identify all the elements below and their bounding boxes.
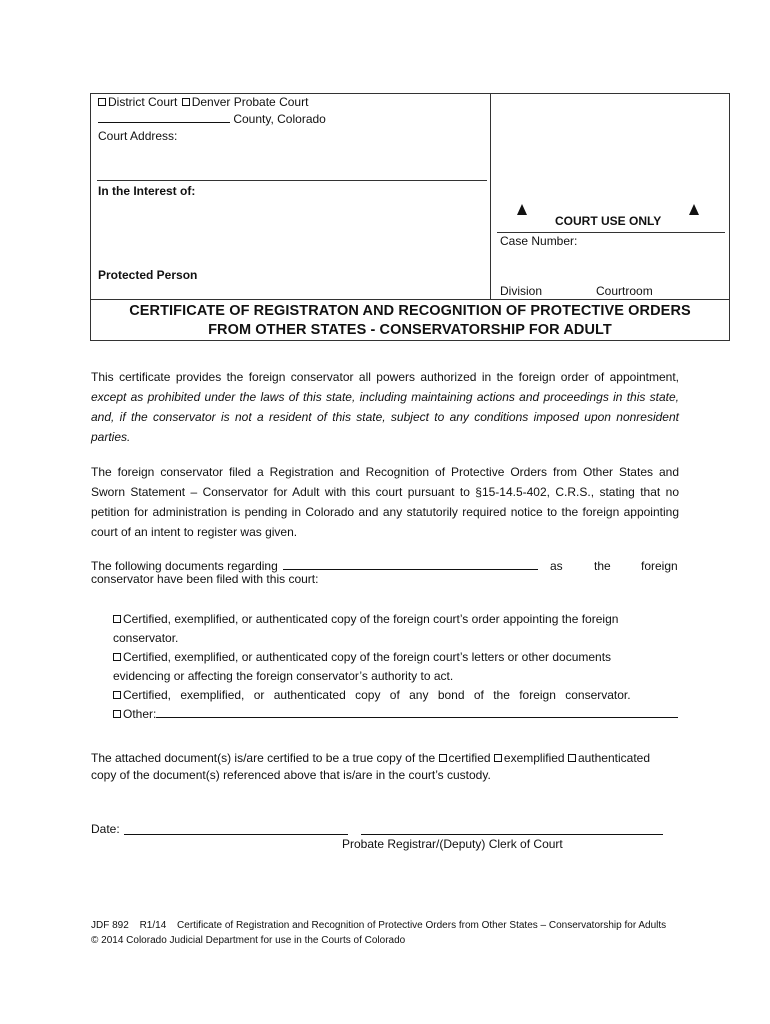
authenticated-checkbox[interactable] — [568, 754, 576, 762]
title-line-2: FROM OTHER STATES - CONSERVATORSHIP FOR ADULT — [208, 322, 612, 338]
order-text: Certified, exemplified, or authenticated copy of the foreign court’s order appointing the foreign — [123, 612, 619, 626]
bond-checkbox[interactable] — [113, 691, 121, 699]
form-footer — [91, 920, 666, 931]
checklist-item-letters — [113, 648, 679, 667]
documents-lead: The following documents regarding — [91, 559, 278, 573]
documents-as: as — [550, 559, 563, 573]
in-interest-label: In the Interest of: — [98, 184, 196, 198]
courtroom-label: Courtroom — [596, 284, 653, 298]
other-checkbox[interactable] — [113, 710, 121, 718]
district-court-label: District Court — [108, 95, 178, 109]
court-use-only-label: COURT USE ONLY — [555, 214, 662, 228]
arrow-up-left-icon — [517, 204, 527, 215]
order-checkbox[interactable] — [113, 615, 121, 623]
powers-exception-text: except as prohibited under the laws of this state, including maintaining actions and proceedings in this state, and, if the conservator is not a resident of this state, subject to any conditions imposed upon nonresident parties. — [91, 390, 679, 444]
caption-divider — [97, 180, 487, 181]
county-suffix: County, Colorado — [233, 112, 326, 126]
bond-text: Certified, exemplified, or authenticated copy of any bond of the foreign conservator. — [123, 688, 631, 702]
letters-text: Certified, exemplified, or authenticated copy of the foreign court’s letters or other documents — [123, 650, 612, 664]
copyright-text: © 2014 Colorado Judicial Department for use in the Courts of Colorado — [91, 935, 406, 946]
authenticated-label: authenticated — [577, 751, 651, 765]
date-line[interactable] — [124, 834, 348, 835]
caption-left-panel — [91, 94, 491, 299]
denver-probate-checkbox[interactable] — [182, 98, 190, 106]
exemplified-checkbox[interactable] — [494, 754, 502, 762]
letters-checkbox[interactable] — [113, 653, 121, 661]
title-line-1: CERTIFICATE OF REGISTRATON AND RECOGNITION OF PROTECTIVE ORDERS — [129, 303, 691, 319]
certification-paragraph — [91, 748, 679, 768]
caption-box — [90, 93, 730, 341]
caption-right-panel — [491, 94, 729, 299]
signature-line[interactable] — [361, 834, 663, 835]
court-address-label: Court Address: — [98, 129, 178, 143]
arrow-up-right-icon — [689, 204, 699, 215]
other-blank[interactable] — [156, 717, 678, 718]
checklist-item-bond — [113, 686, 679, 705]
powers-paragraph — [91, 367, 679, 447]
conservatee-name-blank[interactable] — [283, 569, 538, 570]
date-label: Date: — [91, 822, 120, 836]
county-line — [98, 112, 326, 126]
certified-checkbox[interactable] — [439, 754, 447, 762]
order-text-cont: conservator. — [113, 631, 179, 645]
exemplified-label: exemplified — [503, 751, 565, 765]
documents-foreign: foreign — [641, 559, 678, 573]
denver-probate-label: Denver Probate Court — [191, 95, 309, 109]
powers-text: This certificate provides the foreign conservator all powers authorized in the foreign order of appointment, — [91, 370, 679, 384]
documents-the: the — [594, 559, 611, 573]
form-number: JDF 892 — [91, 920, 129, 931]
division-label: Division — [500, 284, 543, 298]
form-revision: R1/14 — [139, 920, 167, 931]
court-use-divider — [497, 232, 725, 233]
form-title: Certificate of Registration and Recognition of Protective Orders from Other States – Conservatorship for Adults — [177, 920, 667, 931]
county-blank[interactable] — [98, 122, 230, 123]
other-label: Other: — [123, 707, 157, 721]
certification-lead: The attached document(s) is/are certified to be a true copy of the — [91, 751, 436, 765]
certificate-title — [91, 299, 729, 340]
checklist-item-other — [113, 705, 679, 724]
court-selection — [98, 95, 308, 109]
certification-line-2: copy of the document(s) referenced above that is/are in the court’s custody. — [91, 768, 491, 782]
district-court-checkbox[interactable] — [98, 98, 106, 106]
certified-label: certified — [448, 751, 491, 765]
protected-person-label: Protected Person — [98, 268, 198, 282]
signer-label: Probate Registrar/(Deputy) Clerk of Court — [342, 837, 563, 851]
checklist-item-order — [113, 610, 679, 629]
document-checklist — [113, 610, 679, 724]
case-number-label: Case Number: — [500, 234, 578, 248]
letters-text-cont: evidencing or affecting the foreign conservator’s authority to act. — [113, 669, 454, 683]
filing-paragraph: The foreign conservator filed a Registration and Recognition of Protective Orders from Other States and Sworn Statement – Conservator for Adult with this court pursuant to §15-14.5-402, C.R.S., stating that no petition for administration is pending in Colorado and any statutorily required notice to the foreign appointing court of an intent to register was given. — [91, 465, 679, 539]
documents-line-2: conservator have been filed with this court: — [91, 572, 319, 586]
